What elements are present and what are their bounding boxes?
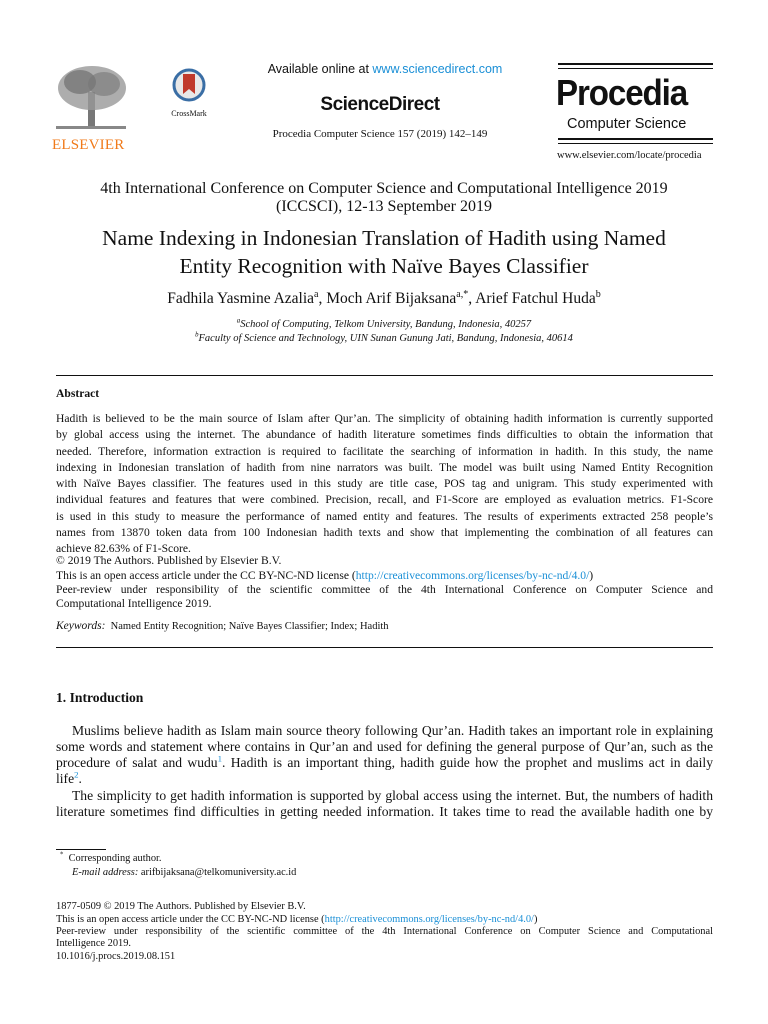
license-link[interactable]: http://creativecommons.org/licenses/by-nc-nd/4.0/ [355,569,590,582]
abstract-top-rule [56,375,713,376]
crossmark-logo[interactable]: CrossMark [164,68,214,118]
procedia-rule-bottom [558,138,713,140]
keywords: Keywords: Named Entity Recognition; Naïve Bayes Classifier; Index; Hadith [56,620,389,632]
intro-line: The simplicity to get hadith information is supported by global access using the internet. But, the numbers of hadith [72,788,713,803]
email-line: E-mail address: arifbijaksana@telkomuniversity.ac.id [72,867,297,878]
procedia-rule-bottom2 [558,143,713,144]
footer-license: This is an open access article under the CC BY-NC-ND license (http://creativecommons.org/licenses/by-nc-nd/4.0/) [56,914,538,925]
affiliation-a: $^a$School of Computing, Telkom University, Bandung, Indonesia, 40257 [236,317,532,330]
abstract-heading: Abstract [56,387,100,400]
footer-peer-review-2: Intelligence 2019. [56,938,132,949]
procedia-logo: Procedia [556,72,688,113]
journal-citation: Procedia Computer Science 157 (2019) 142–149 [272,128,488,140]
footnote-rule [56,849,106,850]
abstract-line: indexing in Indonesian translation of hadith from nine narrators was built. The model was built using Named Entity Recognition [56,461,713,474]
elsevier-wordmark: ELSEVIER [52,137,125,153]
footer-peer-review: Peer-review under responsibility of the scientific committee of the 4th International Conference on Computer Science and Computational [56,926,713,937]
sciencedirect-logo: ScienceDirect [320,94,440,115]
email-address[interactable]: arifbijaksana@telkomuniversity.ac.id [140,867,297,878]
abstract-line: achieve 82.63% of F1-Score. [56,542,191,555]
procedia-rule-top2 [558,68,713,69]
abstract-line: is used in this study to measure the performance of named entity and features. The results of experiments extracted 258 people’s [56,510,713,523]
abstract-line: names from 13870 token data from 100 Indonesian hadith texts and show that implementing the combination of all features can [56,526,713,539]
affiliation-b: $^b$Faculty of Science and Technology, UIN Sunan Gunung Jati, Bandung, Indonesia, 40614 [195,331,573,344]
author: Arief Fatchul Huda$^b$ [475,288,601,307]
abstract-line: Hadith is believed to be the main source of Islam after Qur’an. The simplicity of obtaining hadith information is currently supported [56,412,713,425]
title-line-2: Entity Recognition with Naïve Bayes Classifier [179,254,589,278]
footer-issn: 1877-0509 © 2019 The Authors. Published by Elsevier B.V. [56,901,306,912]
footer-doi[interactable]: 10.1016/j.procs.2019.08.151 [56,951,176,962]
elsevier-logo[interactable] [52,62,130,153]
intro-heading: 1. Introduction [56,690,144,705]
corresponding-author: * Corresponding author. [60,851,162,864]
abstract-line: with Naïve Bayes classifier. The features used in this study are title case, POS tag and unigram. This study experimented with [56,477,713,490]
elsevier-tree-icon [52,62,130,132]
intro-line: procedure of salat and wudu$^1$. Hadith is an important thing, hadith guide how the prophet and muslims act in daily [56,755,713,770]
intro-line: some words and statement where contains in Qur’an and used for defining the general purpose of Qur’an, such as the [56,739,713,754]
abstract-license: This is an open access article under the CC BY-NC-ND license (http://creativecommons.org/licenses/by-nc-nd/4.0/) [56,569,594,582]
intro-line: Muslims believe hadith as Islam main source theory following Qur’an. Hadith takes an important role in explaining [72,723,713,738]
author: Moch Arif Bijaksana$^{a,*}$, [326,288,476,307]
authors [0,290,768,308]
procedia-rule-top [558,63,713,65]
abstract-peer-review-2: Computational Intelligence 2019. [56,597,212,610]
intro-line: literature sometimes find difficulties in getting needed information. It takes time to read the available hadith one by [56,804,713,819]
footer-license-link[interactable]: http://creativecommons.org/licenses/by-nc-nd/4.0/ [324,914,534,925]
abstract-line: needed. Therefore, information extraction is required to facilitate the searching of information in hadith. In this study, the name [56,445,713,458]
procedia-subtitle: Computer Science [567,116,687,132]
conference-line-2: (ICCSCI), 12-13 September 2019 [276,198,492,215]
author: Fadhila Yasmine Azalia$^a$, [167,288,327,307]
abstract-bottom-rule [56,647,713,648]
reference-2[interactable]: 2 [74,769,79,780]
abstract-peer-review: Peer-review under responsibility of the scientific committee of the 4th International Conference on Computer Science and [56,583,713,596]
abstract-line: individual features and features that were combined. Precision, recall, and F1-Score are employed as evaluation metrics. F1-Score [56,493,713,506]
sciencedirect-link[interactable]: www.sciencedirect.com [372,62,503,76]
available-online: Available online at www.sciencedirect.com [267,62,503,76]
abstract-line: by global access using the internet. The abundance of hadith literature sometimes finds difficulties to obtain the information that [56,428,713,441]
abstract-copyright: © 2019 The Authors. Published by Elsevier B.V. [56,554,282,567]
reference-1[interactable]: 1 [217,755,223,764]
conference-line-1: 4th International Conference on Computer Science and Computational Intelligence 2019 [100,180,668,197]
title-line-1: Name Indexing in Indonesian Translation of Hadith using Named [102,226,666,250]
intro-line: life$^2$. [56,769,82,786]
journal-url[interactable]: www.elsevier.com/locate/procedia [557,150,702,161]
